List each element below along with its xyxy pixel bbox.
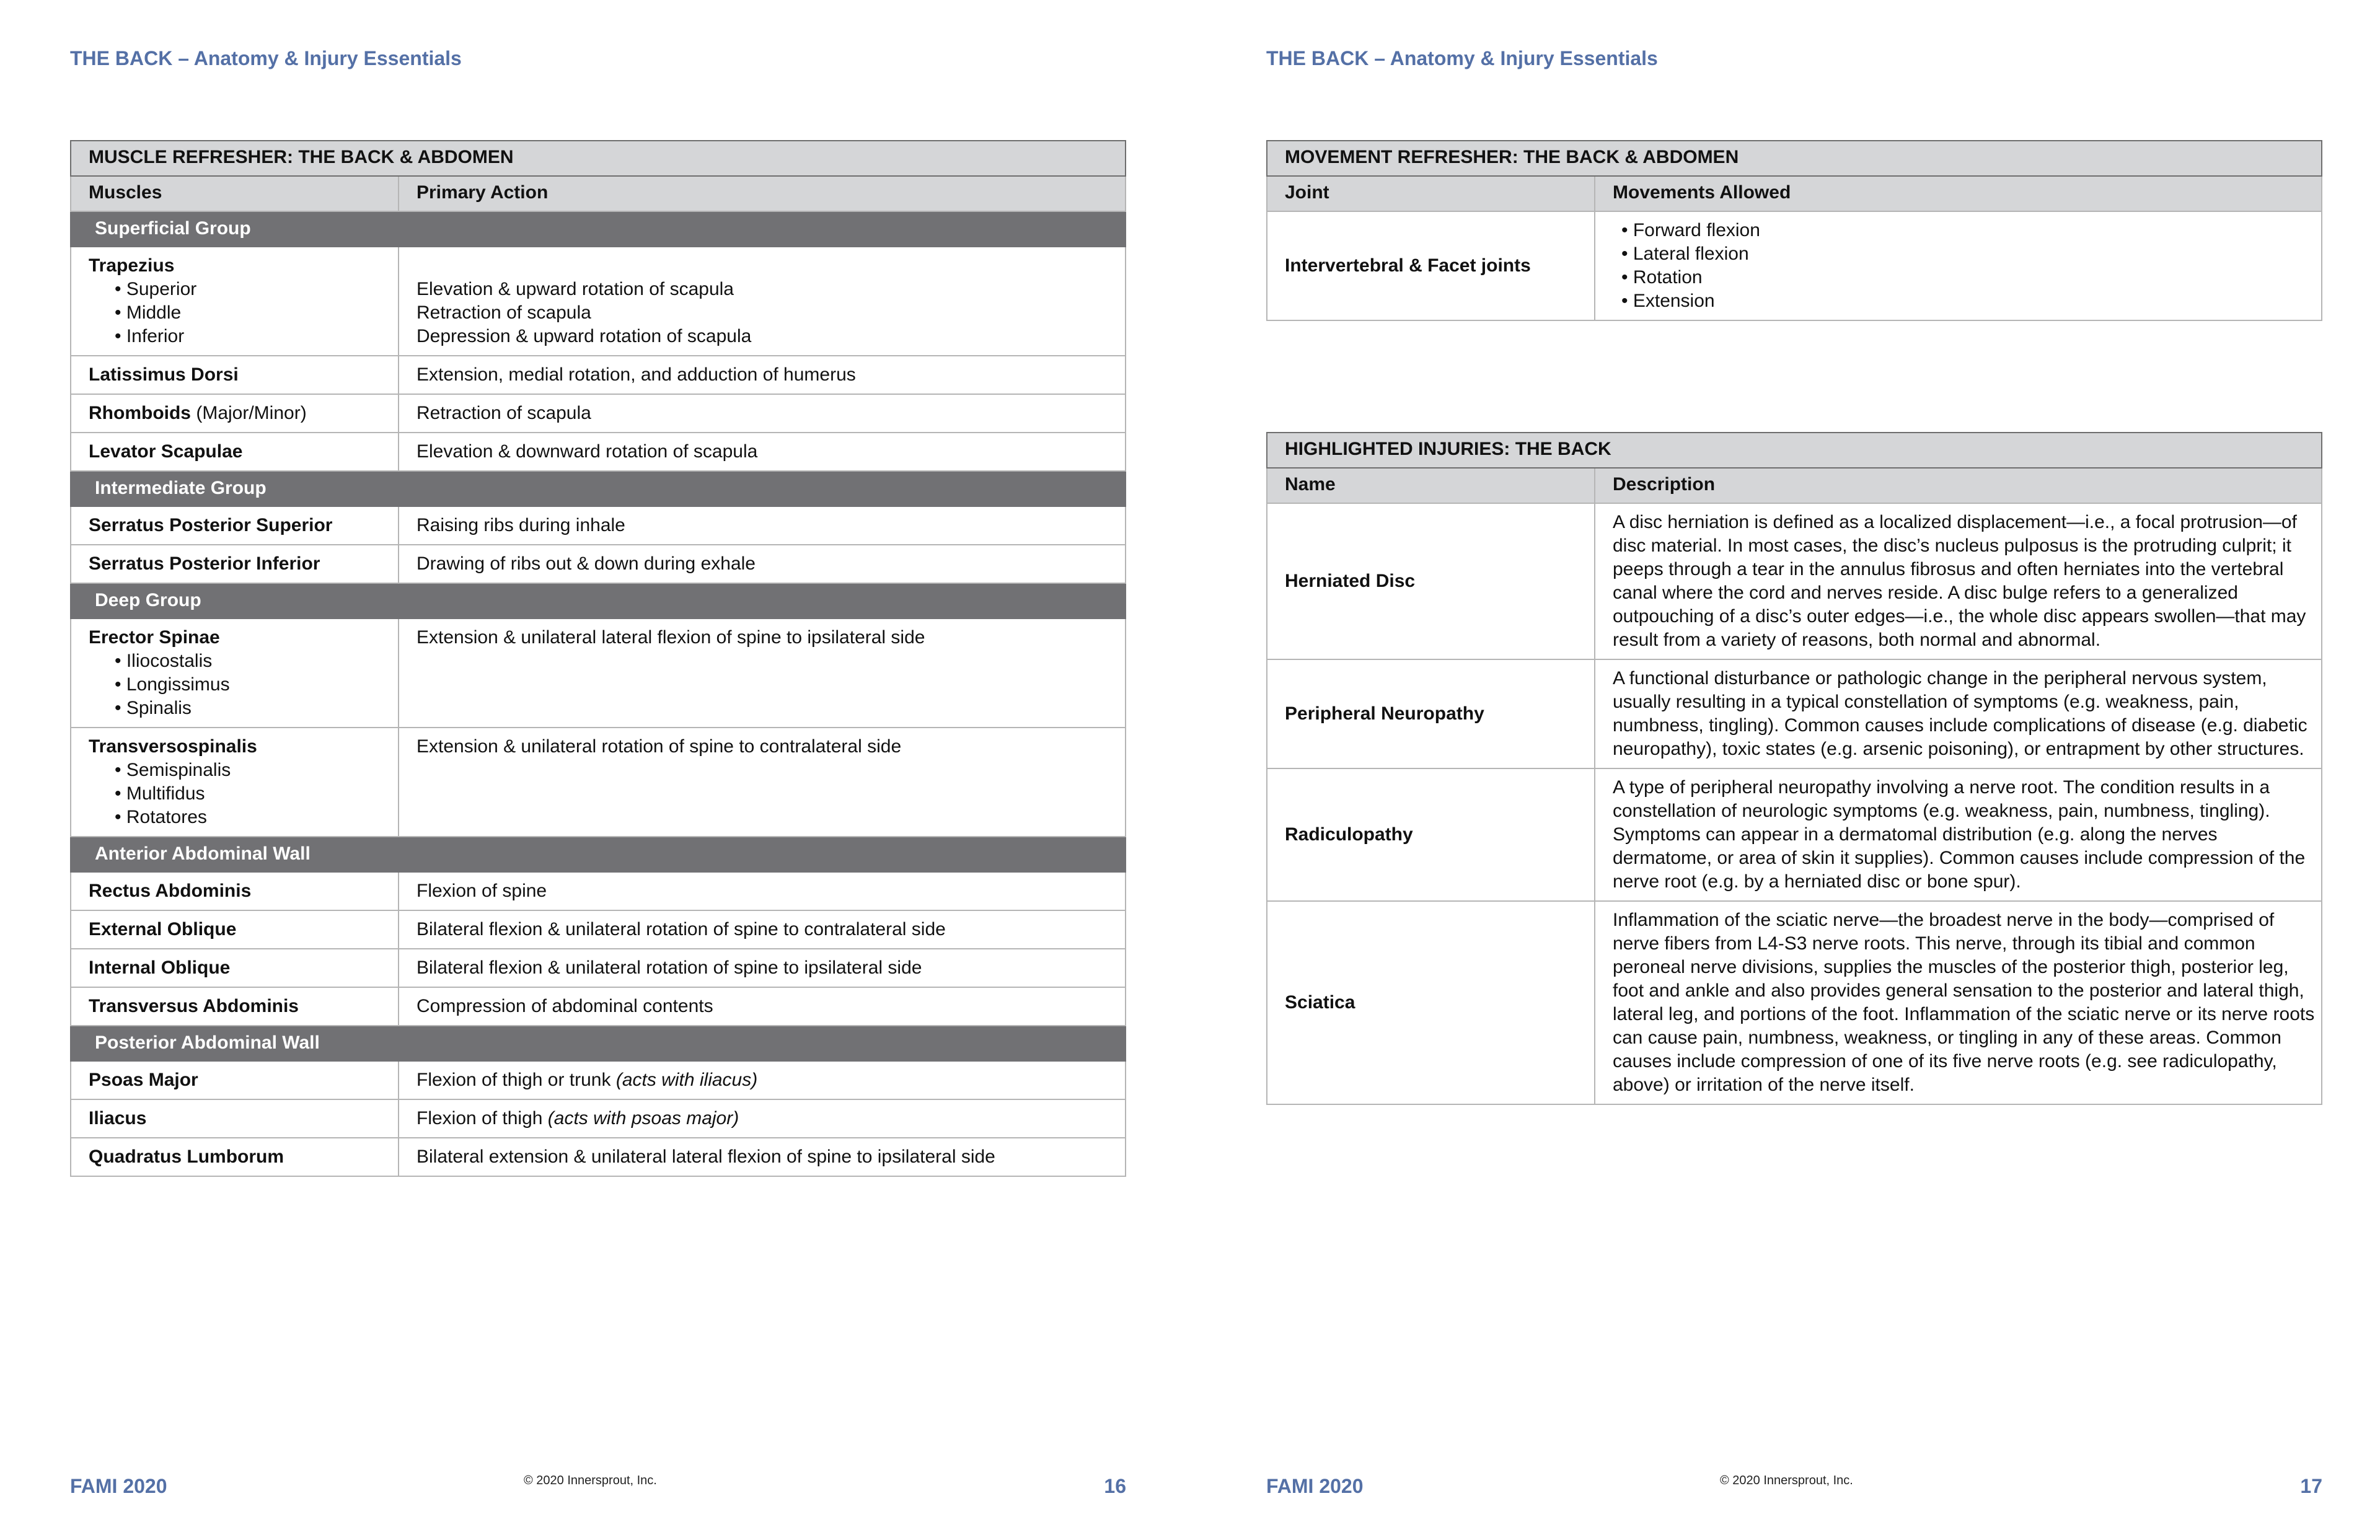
muscle-cell (71, 618, 399, 728)
sub-muscle: • Multifidus (115, 782, 381, 806)
action-line: Retraction of scapula (416, 302, 591, 323)
action-cell (399, 433, 1126, 471)
sub-muscle: • Superior (115, 278, 381, 301)
sub-muscle: • Longissimus (115, 673, 381, 697)
action-cell (399, 872, 1126, 910)
column-header: Description (1595, 468, 2322, 503)
action-cell (399, 1138, 1126, 1176)
copyright: © 2020 Innersprout, Inc. (1720, 1474, 1853, 1487)
column-header: Name (1267, 468, 1595, 503)
group-label: Intermediate Group (71, 471, 1126, 506)
running-head: THE BACK – Anatomy & Injury Essentials (70, 47, 462, 69)
sub-muscle: • Semispinalis (115, 759, 381, 782)
table-row (71, 394, 1126, 433)
muscle-cell (71, 728, 399, 837)
action-text: Compression of abdominal contents (416, 996, 713, 1016)
muscle-cell (71, 506, 399, 545)
joint-name: Intervertebral & Facet joints (1267, 211, 1595, 320)
sub-muscle-list (89, 649, 381, 720)
muscle-cell (71, 1138, 399, 1176)
table-title: MUSCLE REFRESHER: THE BACK & ABDOMEN (71, 141, 1126, 176)
injury-name: Peripheral Neuropathy (1267, 659, 1595, 768)
group-label: Superficial Group (71, 211, 1126, 247)
table-row (71, 1061, 1126, 1099)
muscle-cell (71, 1061, 399, 1099)
group-row (71, 837, 1126, 872)
column-header: Movements Allowed (1595, 176, 2322, 211)
muscle-note: (Major/Minor) (191, 403, 307, 423)
column-header: Muscles (71, 176, 399, 211)
movement-item: • Rotation (1621, 266, 2304, 289)
muscle-name: Serratus Posterior Inferior (89, 553, 320, 574)
action-line: Depression & upward rotation of scapula (416, 326, 752, 346)
action-line: Elevation & upward rotation of scapula (416, 279, 734, 299)
running-head: THE BACK – Anatomy & Injury Essentials (1266, 47, 1658, 69)
injury-name: Sciatica (1267, 901, 1595, 1104)
table-row (71, 910, 1126, 949)
group-label: Anterior Abdominal Wall (71, 837, 1126, 872)
column-header: Joint (1267, 176, 1595, 211)
group-row (71, 1026, 1126, 1061)
table-row (1267, 503, 2322, 659)
table-row (71, 545, 1126, 583)
action-text: Elevation & downward rotation of scapula (416, 441, 758, 462)
sub-muscle-list (89, 278, 381, 348)
muscle-cell (71, 545, 399, 583)
muscle-cell (71, 1099, 399, 1138)
action-text: Flexion of thigh or trunk (416, 1070, 616, 1090)
muscle-name: Trapezius (89, 255, 175, 276)
page-right (1196, 0, 2380, 1540)
action-note: (acts with iliacus) (615, 1070, 758, 1090)
table-row (71, 1138, 1126, 1176)
muscle-cell (71, 949, 399, 987)
action-text: Bilateral flexion & unilateral rotation of spine to contralateral side (416, 919, 946, 939)
action-cell (399, 987, 1126, 1026)
table-row (1267, 768, 2322, 901)
injury-name: Radiculopathy (1267, 768, 1595, 901)
muscle-name: Psoas Major (89, 1070, 198, 1090)
action-cell (399, 545, 1126, 583)
table-row (71, 356, 1126, 394)
highlighted-injuries-table (1266, 432, 2322, 1105)
muscle-cell (71, 910, 399, 949)
muscle-name: Rectus Abdominis (89, 881, 252, 901)
action-text: Retraction of scapula (416, 403, 591, 423)
muscle-cell (71, 987, 399, 1026)
footer-brand: FAMI 2020 (1266, 1475, 1364, 1497)
sub-muscle-list (89, 759, 381, 829)
action-text: Drawing of ribs out & down during exhale (416, 553, 756, 574)
column-header: Primary Action (399, 176, 1126, 211)
muscle-cell (71, 872, 399, 910)
table-row (71, 872, 1126, 910)
copyright: © 2020 Innersprout, Inc. (524, 1474, 657, 1487)
sub-muscle: • Iliocostalis (115, 649, 381, 673)
action-cell (399, 506, 1126, 545)
movement-item: • Lateral flexion (1621, 242, 2304, 266)
action-text: Flexion of spine (416, 881, 547, 901)
table-row (1267, 659, 2322, 768)
muscle-name: External Oblique (89, 919, 237, 939)
group-row (71, 583, 1126, 618)
table-title: HIGHLIGHTED INJURIES: THE BACK (1267, 433, 2322, 468)
group-label: Deep Group (71, 583, 1126, 618)
page-number: 17 (2300, 1475, 2322, 1497)
action-text: Extension & unilateral lateral flexion of spine to ipsilateral side (416, 627, 925, 648)
injury-name: Herniated Disc (1267, 503, 1595, 659)
sub-muscle: • Spinalis (115, 697, 381, 720)
muscle-name: Erector Spinae (89, 627, 220, 648)
movement-item: • Forward flexion (1621, 219, 2304, 242)
group-row (71, 471, 1126, 506)
table-row (71, 1099, 1126, 1138)
muscle-name: Levator Scapulae (89, 441, 243, 462)
injury-description: A disc herniation is defined as a localized displacement—i.e., a focal protrusion—of disc material. In most cases, the disc’s nucleus pulposus is the protruding culprit; it peeps through a tear in the annulus fibrosus and often herniates into the vertebral canal where the cord and nerves reside. A disc bulge refers to a generalized outpouching of a disc’s outer edges—i.e., the whole disc appears swollen—that may result from a variety of reasons, both normal and abnormal. (1595, 503, 2322, 659)
table-row (71, 506, 1126, 545)
table-row (71, 987, 1126, 1026)
movement-refresher-table (1266, 140, 2322, 321)
muscle-cell (71, 356, 399, 394)
action-cell (399, 1061, 1126, 1099)
muscle-refresher-table (70, 140, 1126, 1177)
muscle-name: Serratus Posterior Superior (89, 515, 333, 535)
injury-description: A functional disturbance or pathologic change in the peripheral nervous system, usually resulting in a typical constellation of symptoms (e.g. weakness, pain, numbness, tingling). Common causes include complications of disease (e.g. diabetic neuropathy), toxic states (e.g. arsenic poisoning), or entrapment by other structures. (1595, 659, 2322, 768)
action-cell (399, 618, 1126, 728)
group-row (71, 211, 1126, 247)
action-cell (399, 356, 1126, 394)
muscle-name: Rhomboids (89, 403, 191, 423)
action-cell (399, 728, 1126, 837)
muscle-name: Latissimus Dorsi (89, 364, 239, 385)
table-row (1267, 211, 2322, 320)
action-text: Extension & unilateral rotation of spine to contralateral side (416, 736, 902, 757)
injury-description: A type of peripheral neuropathy involving a nerve root. The condition results in a constellation of neurologic symptoms (e.g. weakness, pain, numbness, tingling). Symptoms can appear in a dermatomal distribution (e.g. along the nerves dermatome, or area of skin it supplies). Common causes include compression of the nerve root (e.g. by a herniated disc or bone spur). (1595, 768, 2322, 901)
muscle-name: Quadratus Lumborum (89, 1146, 284, 1167)
action-text: Extension, medial rotation, and adduction of humerus (416, 364, 856, 385)
muscle-name: Internal Oblique (89, 957, 231, 978)
action-cell (399, 247, 1126, 356)
table-row (1267, 901, 2322, 1104)
action-text: Bilateral flexion & unilateral rotation of spine to ipsilateral side (416, 957, 922, 978)
muscle-name: Transversus Abdominis (89, 996, 299, 1016)
action-text: Raising ribs during inhale (416, 515, 625, 535)
action-cell (399, 394, 1126, 433)
movement-item: • Extension (1621, 289, 2304, 313)
action-note: (acts with psoas major) (547, 1108, 739, 1129)
action-cell (399, 1099, 1126, 1138)
action-text: Flexion of thigh (416, 1108, 548, 1129)
action-cell (399, 910, 1126, 949)
sub-muscle: • Middle (115, 301, 381, 325)
table-row (71, 618, 1126, 728)
table-row (71, 728, 1126, 837)
muscle-name: Transversospinalis (89, 736, 257, 757)
table-row (71, 433, 1126, 471)
sub-muscle: • Inferior (115, 325, 381, 348)
muscle-cell (71, 247, 399, 356)
page-number: 16 (1104, 1475, 1126, 1497)
group-label: Posterior Abdominal Wall (71, 1026, 1126, 1061)
muscle-cell (71, 433, 399, 471)
table-row (71, 247, 1126, 356)
sub-muscle: • Rotatores (115, 806, 381, 829)
movements-list (1595, 219, 2304, 313)
footer-brand: FAMI 2020 (70, 1475, 167, 1497)
action-cell (399, 949, 1126, 987)
injury-description: Inflammation of the sciatic nerve—the broadest nerve in the body—comprised of nerve fibers from L4-S3 nerve roots. This nerve, through its tibial and common peroneal nerve divisions, supplies the muscles of the posterior thigh, posterior leg, foot and ankle and also provides general sensation to the posterior and lateral thigh, lateral leg, and portions of the foot. Inflammation of the sciatic nerve or its nerve roots can cause pain, numbness, weakness, or tingling in any of these areas. Common causes include compression of one of its five nerve roots (e.g. see radiculopathy, above) or irritation of the nerve itself. (1595, 901, 2322, 1104)
table-title: MOVEMENT REFRESHER: THE BACK & ABDOMEN (1267, 141, 2322, 176)
table-row (71, 949, 1126, 987)
muscle-name: Iliacus (89, 1108, 147, 1129)
muscle-cell (71, 394, 399, 433)
action-text: Bilateral extension & unilateral lateral flexion of spine to ipsilateral side (416, 1146, 995, 1167)
